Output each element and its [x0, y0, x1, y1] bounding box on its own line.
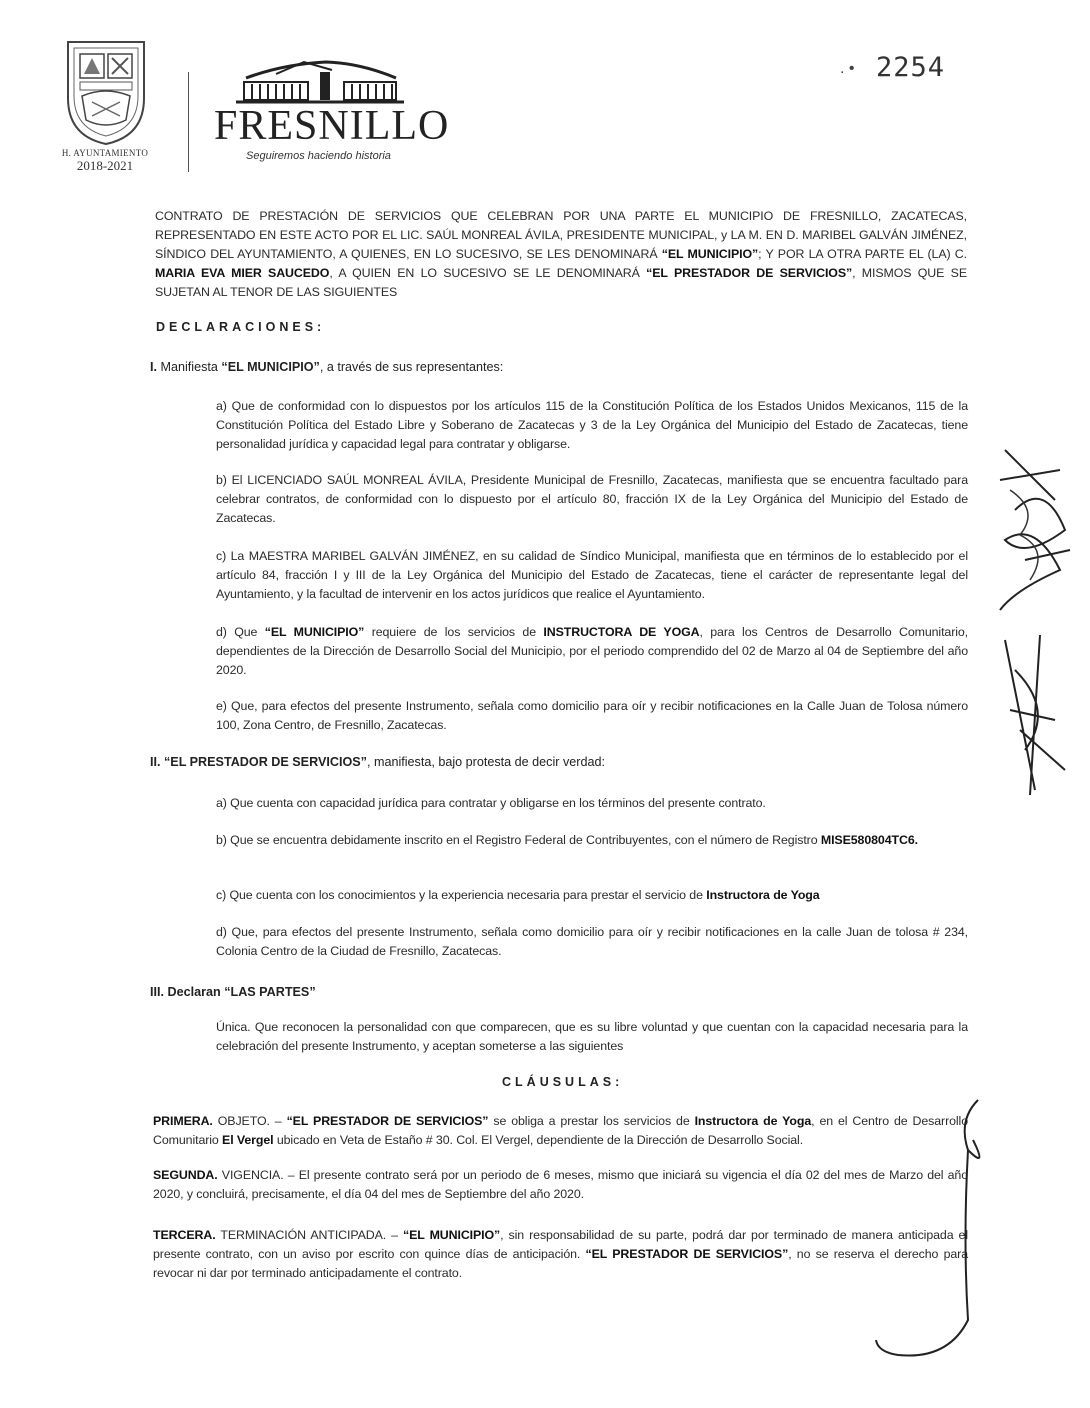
section-1-item-e: e) Que, para efectos del presente Instrumento, señala como domicilio para oír y recibir notificaciones en la Calle Juan de Tolosa número 100, Zona Centro, de Fresnillo, Zacatecas. [216, 699, 968, 732]
ayuntamiento-years: 2018-2021 [76, 158, 134, 173]
header-divider [188, 72, 189, 172]
fresnillo-logo-icon [236, 60, 404, 104]
section-2-num: II. [150, 755, 161, 769]
intro-bold-municipio: “EL MUNICIPIO” [661, 247, 759, 261]
section-3-label: Declaran “LAS PARTES” [167, 985, 316, 999]
section-1-pre: Manifiesta [157, 360, 222, 374]
section-2-post: , manifiesta, bajo protesta de decir verdad: [366, 755, 605, 769]
intro-text-4: , MISMOS QUE SE SUJETAN AL TENOR DE LAS SIGUIENTES [155, 266, 967, 299]
section-3-title [150, 985, 316, 999]
handwritten-margin-stroke [868, 1090, 988, 1370]
item-d-bold-municipio: “EL MUNICIPIO” [264, 625, 365, 639]
section-1-post: , a través de sus representantes: [319, 360, 504, 374]
handwritten-signature [985, 440, 1080, 620]
section-3-unica: Única. Que reconocen la personalidad con que comparecen, que es su libre voluntad y que cuentan con la capacidad necesaria para la celebración del presente Instrumento, y aceptan someterse a las siguientes [216, 1020, 968, 1053]
tercera-t3: , no se reserva el derecho para revocar ni dar por terminado anticipadamente el contrato. [153, 1247, 968, 1280]
brand-tagline: Seguiremos haciendo historia [246, 150, 391, 162]
section-1-item-d [216, 623, 968, 680]
primera-t2: se obliga a prestar los servicios de [488, 1114, 695, 1128]
item-c-pre: c) Que cuenta con los conocimientos y la experiencia necesaria para prestar el servicio de [216, 888, 707, 902]
section-2-item-b [216, 831, 968, 850]
municipal-seal [62, 38, 150, 148]
primera-b2: Instructora de Yoga [694, 1114, 812, 1128]
section-2-item-c [216, 886, 968, 905]
ayuntamiento-label: H. AYUNTAMIENTO [61, 148, 149, 158]
tercera-t2: , sin responsabilidad de su parte, podrá dar por terminado de manera anticipada el presente contrato, con un aviso por escrito con quince días de anticipación. [153, 1228, 968, 1261]
item-c-bold: Instructora de Yoga [706, 888, 820, 902]
primera-t4: ubicado en Veta de Estaño # 30. Col. El Vergel, dependiente de la Dirección de Desarrollo Social. [273, 1133, 804, 1147]
intro-bold-prestador: “EL PRESTADOR DE SERVICIOS” [646, 266, 853, 280]
intro-paragraph [155, 207, 967, 302]
doc-number-mark: . • [840, 60, 855, 77]
item-b-rfc: MISE580804TC6. [820, 833, 918, 847]
tercera-t1: TERMINACIÓN ANTICIPADA. – [215, 1228, 404, 1242]
section-1-num: I. [150, 360, 157, 374]
primera-b1: “EL PRESTADOR DE SERVICIOS” [286, 1114, 489, 1128]
segunda-label: SEGUNDA. [153, 1168, 218, 1182]
intro-bold-name: MARIA EVA MIER SAUCEDO [155, 266, 330, 280]
section-1-bold: “EL MUNICIPIO” [221, 360, 320, 374]
section-1-item-b: b) El LICENCIADO SAÚL MONREAL ÁVILA, Presidente Municipal de Fresnillo, Zacatecas, manifiesta que se encuentra facultado para celebrar contratos, de conformidad con lo dispuesto por el artículo 80, fracción IX de la Ley Orgánica del Municipio del Estado de Zacatecas. [216, 473, 968, 525]
clausula-tercera [153, 1226, 968, 1283]
item-b-pre: b) Que se encuentra debidamente inscrito en el Registro Federal de Contribuyentes, con el número de Registro [216, 833, 821, 847]
clausula-segunda [153, 1166, 968, 1204]
segunda-text: VIGENCIA. – El presente contrato será por un periodo de 6 meses, mismo que iniciará su vigencia el día 02 del mes de Marzo del año 2020, y concluirá, precisamente, el día 04 del mes de Septiembre del año 2020. [153, 1168, 968, 1201]
document-number: 2254 [876, 52, 946, 83]
clausulas-heading: CLÁUSULAS: [502, 1075, 624, 1089]
primera-b3: El Vergel [222, 1133, 274, 1147]
intro-text-1: CONTRATO DE PRESTACIÓN DE SERVICIOS QUE CELEBRAN POR UNA PARTE EL MUNICIPIO DE FRESNILLO, ZACATECAS, REPRESENTADO EN ESTE ACTO POR EL LIC. SAÚL MONREAL ÁVILA, PRESIDENTE MUNICIPAL, y LA M. EN D. MARIBEL GALVÁN JIMÉNEZ, SÍNDICO DEL AYUNTAMIENTO, A QUIENES, EN LO SUCESIVO, SE LES DENOMINARÁ [155, 209, 967, 261]
section-2-item-a: a) Que cuenta con capacidad jurídica para contratar y obligarse en los términos del presente contrato. [216, 796, 766, 810]
tercera-b1: “EL MUNICIPIO” [403, 1228, 501, 1242]
section-1-item-a: a) Que de conformidad con lo dispuestos por los artículos 115 de la Constitución Política de los Estados Unidos Mexicanos, 115 de la Constitución Política del Estado Libre y Soberano de Zacatecas y 3 de la Ley Orgánica del Municipio del Estado de Zacatecas, tiene personalidad jurídica y capacidad legal para contratar y obligarse. [216, 399, 968, 451]
clausula-primera [153, 1112, 968, 1150]
handwritten-initials [995, 630, 1075, 800]
section-2-bold: “EL PRESTADOR DE SERVICIOS” [164, 755, 367, 769]
primera-t3: , en el Centro de Desarrollo Comunitario [153, 1114, 968, 1147]
primera-t1: OBJETO. – [212, 1114, 287, 1128]
intro-text-2: ; Y POR LA OTRA PARTE EL (LA) C. [758, 247, 967, 261]
brand-name: FRESNILLO [214, 103, 450, 149]
section-1-item-c: c) La MAESTRA MARIBEL GALVÁN JIMÉNEZ, en su calidad de Síndico Municipal, manifiesta que en términos de lo establecido por el artículo 84, fracción I y III de la Ley Orgánica del Municipio del Estado de Zacatecas, tiene el carácter de representante legal del Ayuntamiento, y la facultad de intervenir en los actos jurídicos que realice el Ayuntamiento. [216, 549, 968, 601]
tercera-label: TERCERA. [153, 1228, 216, 1242]
section-2-title [150, 755, 605, 769]
item-d-mid: requiere de los servicios de [364, 625, 544, 639]
item-d-pre: d) Que [216, 625, 265, 639]
primera-label: PRIMERA. [153, 1114, 213, 1128]
item-d-bold-service: INSTRUCTORA DE YOGA [543, 625, 700, 639]
section-3-num: III. [150, 985, 164, 999]
tercera-b2: “EL PRESTADOR DE SERVICIOS” [585, 1247, 789, 1261]
section-2-item-d: d) Que, para efectos del presente Instrumento, señala como domicilio para oír y recibir notificaciones en la calle Juan de tolosa # 234, Colonia Centro de la Ciudad de Fresnillo, Zacatecas. [216, 925, 968, 958]
item-d-post: , para los Centros de Desarrollo Comunitario, dependientes de la Dirección de Desarrollo Social del Municipio, por el periodo comprendido del 02 de Marzo al 04 de Septiembre del año 2020. [216, 625, 969, 677]
intro-text-3: , A QUIEN EN LO SUCESIVO SE LE DENOMINARÁ [329, 266, 647, 280]
declaraciones-heading: DECLARACIONES: [156, 320, 326, 334]
section-1-title [150, 360, 503, 374]
